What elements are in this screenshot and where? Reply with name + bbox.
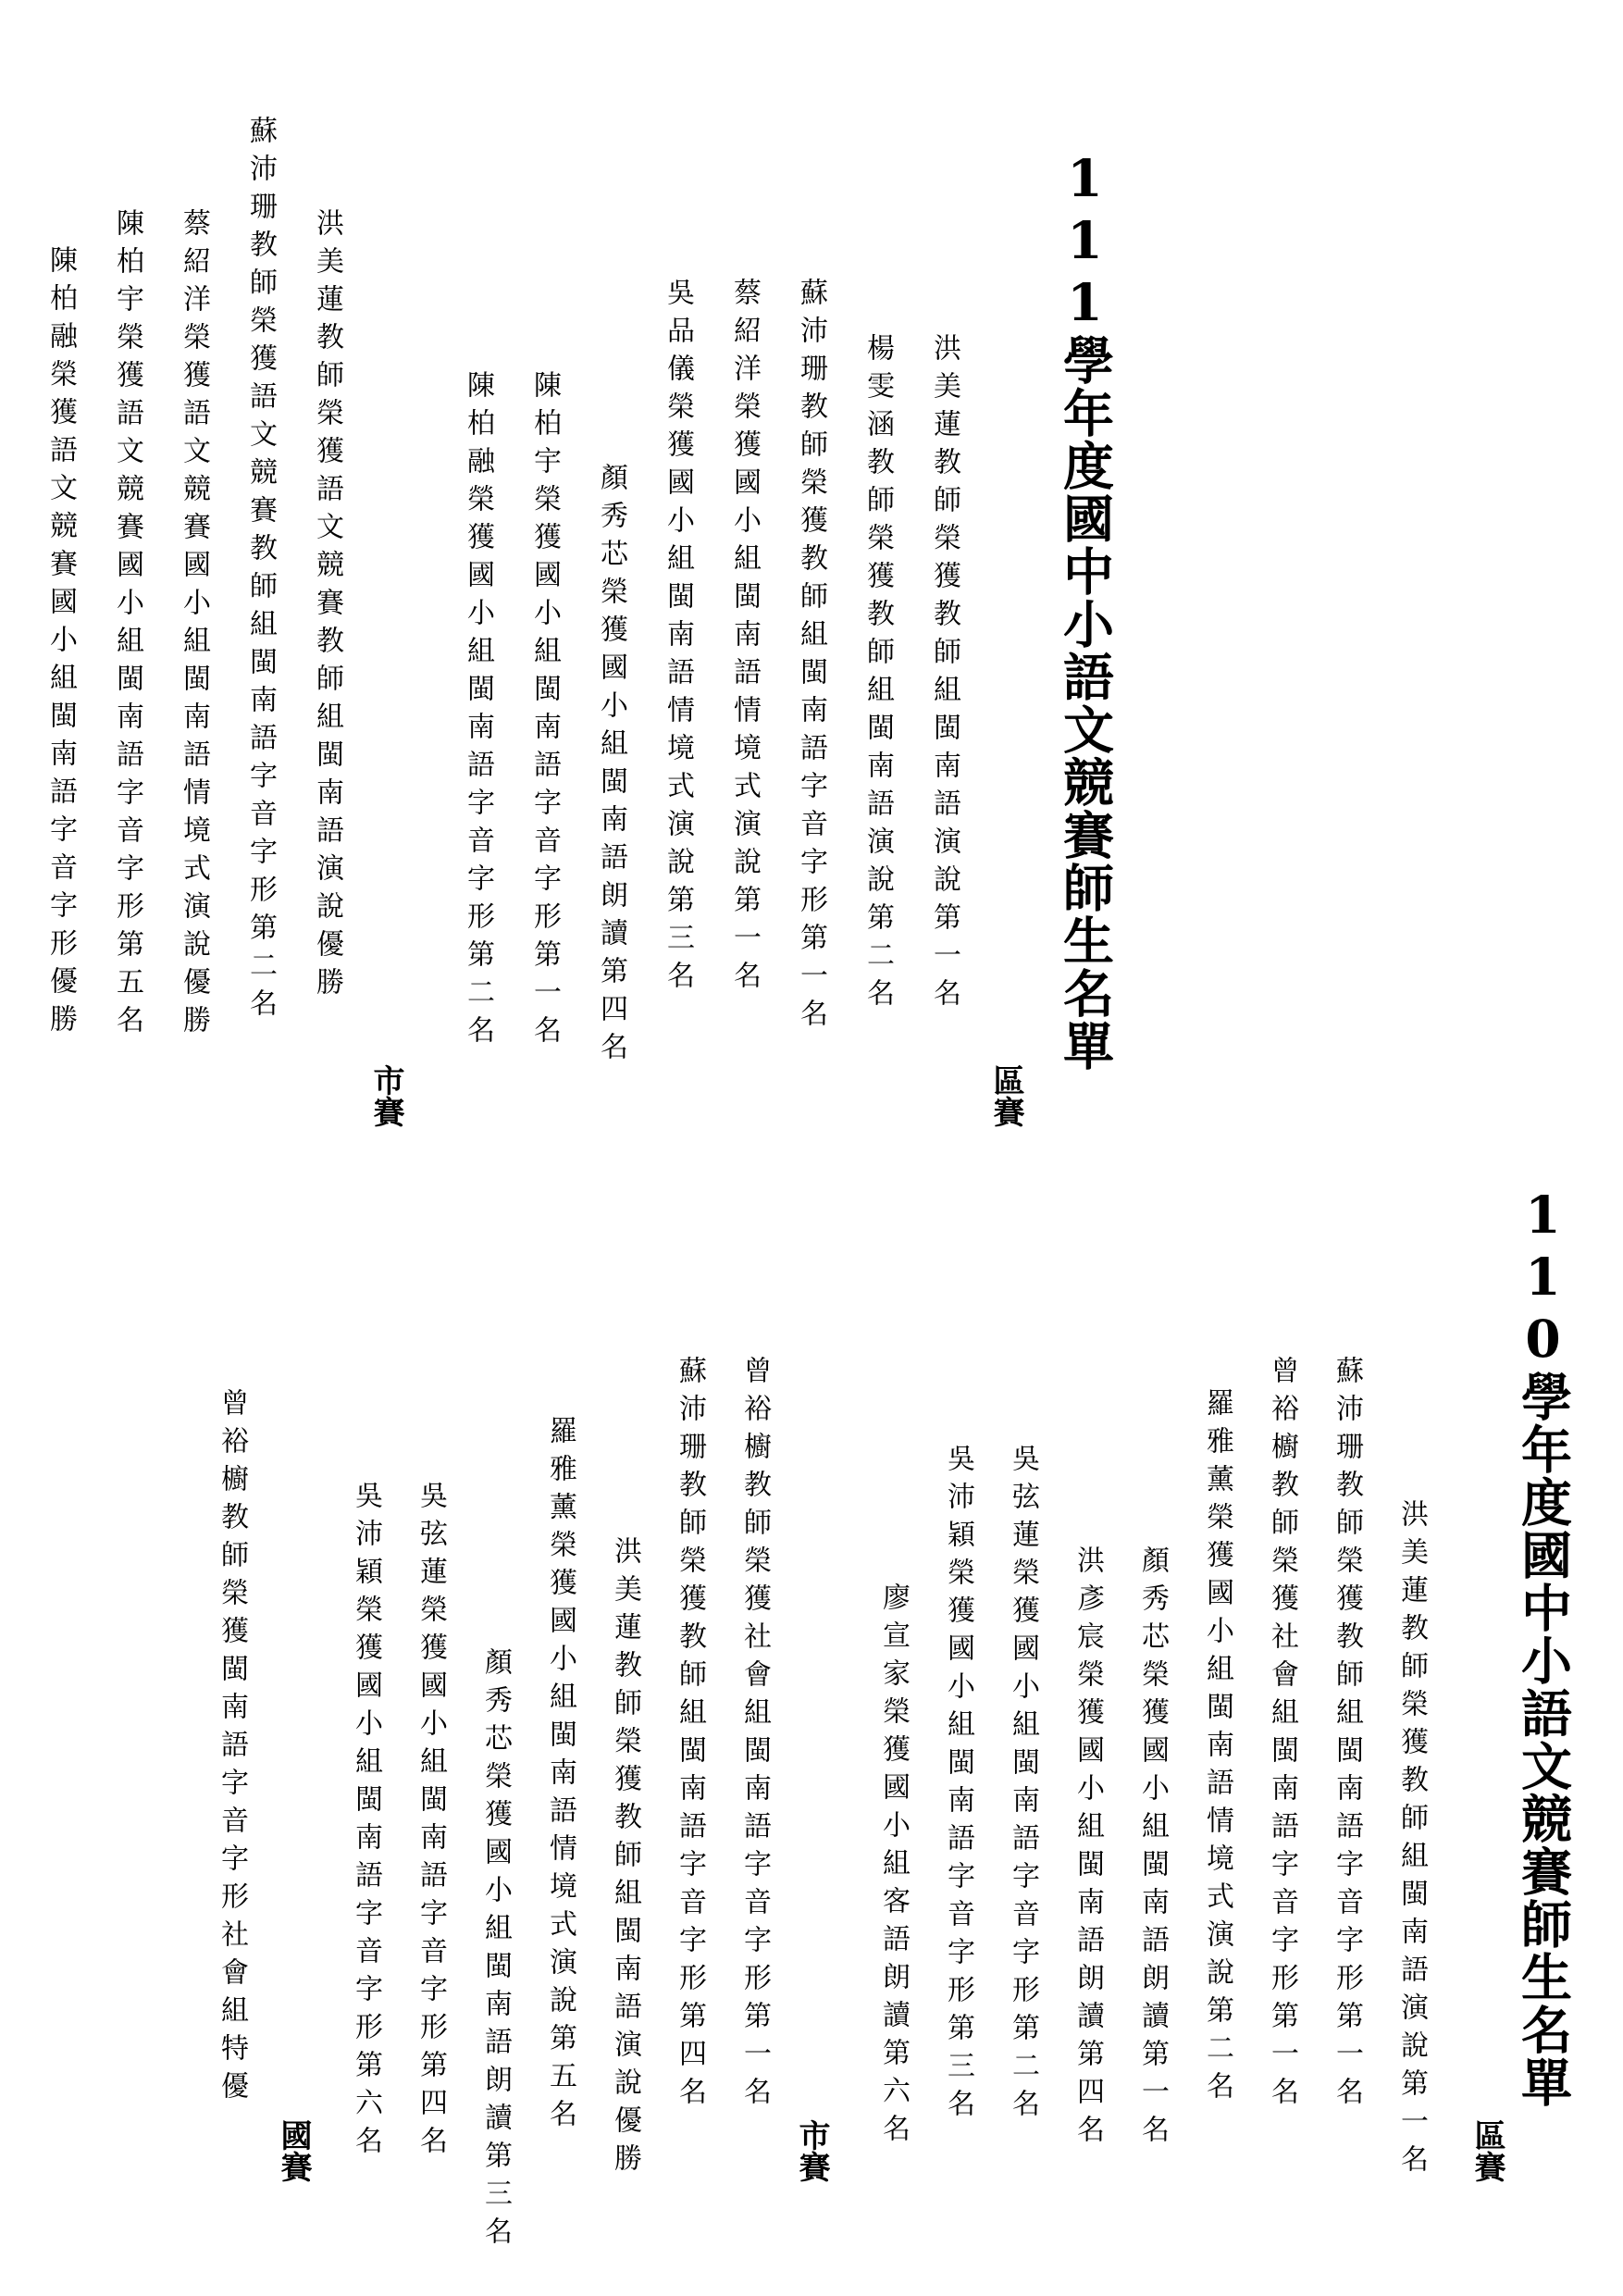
list-item: 曾裕櫥教師榮獲閩南語字音字形社會組特優 — [216, 1388, 248, 2109]
list-item: 吳品儀榮獲國小組閩南語情境式演說第三名 — [662, 278, 694, 999]
list-item: 蘇沛珊教師榮獲教師組閩南語字音字形第一名 — [1331, 1356, 1363, 2115]
list-item: 吳沛穎榮獲國小組閩南語字音字形第六名 — [350, 1481, 382, 2164]
list-item: 蘇沛珊教師榮獲教師組閩南語字音字形第四名 — [674, 1356, 706, 2115]
list-item: 蘇沛珊教師榮獲語文競賽教師組閩南語字音字形第二名 — [244, 116, 277, 1026]
list-item: 洪彥宸榮獲國小組閩南語朗讀第四名 — [1072, 1545, 1104, 2153]
list-item: 廖宣家榮獲國小組客語朗讀第六名 — [877, 1582, 910, 2152]
list-item: 洪美蓮教師榮獲語文競賽教師組閩南語演說優勝 — [311, 208, 343, 1005]
list-item: 洪美蓮教師榮獲教師組閩南語演說優勝 — [609, 1536, 641, 2181]
list-item: 陳柏宇榮獲國小組閩南語字音字形第一名 — [528, 370, 561, 1053]
list-item: 陳柏融榮獲國小組閩南語字音字形第二名 — [462, 370, 494, 1053]
list-item: 洪美蓮教師榮獲教師組閩南語演說第一名 — [1395, 1499, 1428, 2182]
list-item: 吳弦蓮榮獲國小組閩南語字音字形第四名 — [415, 1481, 447, 2164]
title-111: 111學年度國中小語文競賽師生名單 — [1055, 148, 1115, 1073]
list-item: 陳柏融榮獲語文競賽國小組閩南語字音字形優勝 — [44, 245, 77, 1042]
section-label-city-110: 市賽 — [793, 2119, 830, 2182]
list-item: 顏秀芯榮獲國小組閩南語朗讀第三名 — [479, 1647, 512, 2254]
list-item: 洪美蓮教師榮獲教師組閩南語演說第一名 — [928, 333, 960, 1016]
list-item: 蔡紹洋榮獲國小組閩南語情境式演說第一名 — [728, 278, 761, 999]
list-item: 蔡紹洋榮獲語文競賽國小組閩南語情境式演說優勝 — [178, 208, 210, 1043]
list-item: 吳弦蓮榮獲國小組閩南語字音字形第二名 — [1007, 1444, 1039, 2127]
list-item: 羅雅薰榮獲國小組閩南語情境式演說第二名 — [1201, 1388, 1233, 2109]
list-item: 曾裕櫥教師榮獲社會組閩南語字音字形第一名 — [1266, 1356, 1298, 2115]
section-label-national-110: 國賽 — [275, 2119, 312, 2182]
section-label-district-110: 區賽 — [1468, 2119, 1505, 2182]
section-label-district-111: 區賽 — [987, 1064, 1024, 1127]
list-item: 陳柏宇榮獲語文競賽國小組閩南語字音字形第五名 — [111, 208, 143, 1043]
list-item: 顏秀芯榮獲國小組閩南語朗讀第一名 — [1136, 1545, 1169, 2153]
list-item: 吳沛穎榮獲國小組閩南語字音字形第三名 — [942, 1444, 974, 2127]
list-item: 顏秀芯榮獲國小組閩南語朗讀第四名 — [595, 463, 627, 1070]
title-110: 110學年度國中小語文競賽師生名單 — [1513, 1185, 1573, 2109]
list-item: 楊雯涵教師榮獲教師組閩南語演說第二名 — [861, 333, 894, 1016]
list-item: 曾裕櫥教師榮獲社會組閩南語字音字形第一名 — [738, 1356, 771, 2115]
list-item: 蘇沛珊教師榮獲教師組閩南語字音字形第一名 — [795, 278, 827, 1036]
list-item: 羅雅薰榮獲國小組閩南語情境式演說第五名 — [544, 1416, 576, 2137]
section-label-city-111: 市賽 — [367, 1064, 404, 1127]
